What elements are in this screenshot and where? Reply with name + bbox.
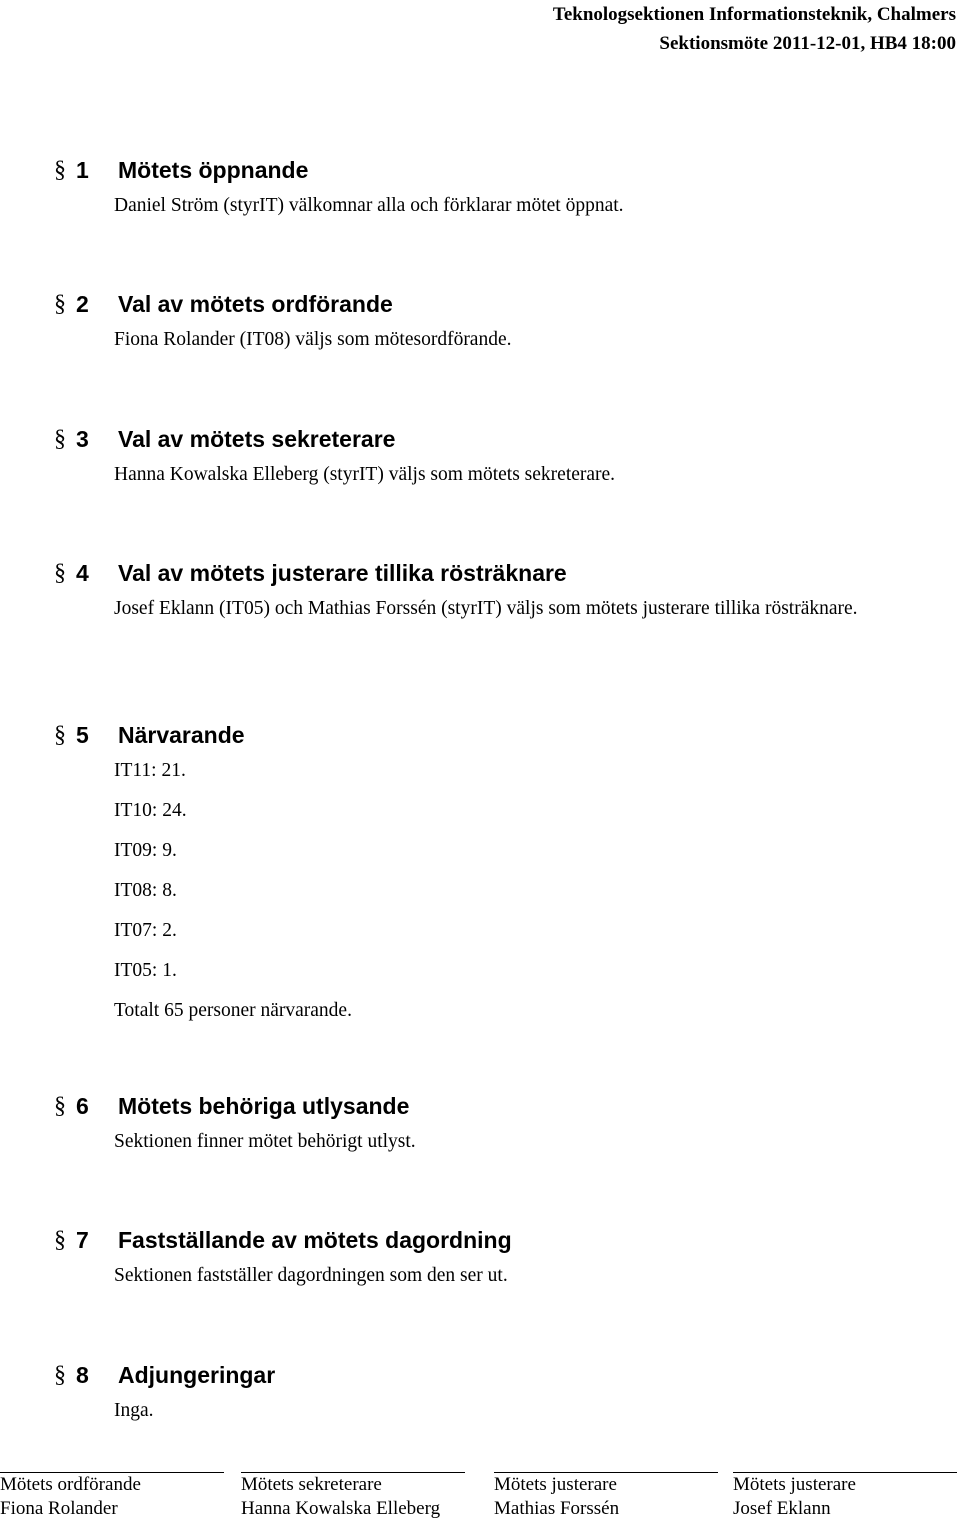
- section-symbol: §: [54, 1093, 66, 1119]
- signature-footer: [0, 1472, 960, 1528]
- signature-name: Hanna Kowalska Elleberg: [241, 1498, 441, 1519]
- header-organization: Teknologsektionen Informationsteknik, Chalmers: [552, 4, 956, 25]
- section-title: Fastställande av mötets dagordning: [118, 1227, 512, 1253]
- section-8: [0, 1359, 960, 1425]
- section-1: [0, 154, 960, 220]
- header-meeting-info: Sektionsmöte 2011-12-01, HB4 18:00: [659, 33, 956, 54]
- signature-name: Fiona Rolander: [0, 1498, 118, 1519]
- signature-chair: [0, 1472, 224, 1521]
- section-title: Närvarande: [118, 722, 245, 748]
- document-header: [553, 0, 956, 58]
- section-body: Daniel Ström (styrIT) välkomnar alla och förklarar mötet öppnat.: [114, 195, 624, 216]
- signature-role: Mötets justerare: [733, 1474, 856, 1495]
- signature-role: Mötets sekreterare: [241, 1474, 382, 1495]
- section-title: Mötets behöriga utlysande: [118, 1093, 410, 1119]
- attendance-line: IT08: 8.: [114, 880, 177, 901]
- section-title: Mötets öppnande: [118, 157, 309, 183]
- section-number: 2: [76, 291, 89, 317]
- section-4: [0, 557, 960, 623]
- section-3: [0, 423, 960, 489]
- section-symbol: §: [54, 1362, 66, 1388]
- section-body: Inga.: [114, 1400, 154, 1421]
- attendance-line: IT05: 1.: [114, 960, 177, 981]
- section-body: Josef Eklann (IT05) och Mathias Forssén (styrIT) väljs som mötets justerare tillika rösträknare.: [114, 598, 858, 619]
- section-number: 6: [76, 1093, 89, 1119]
- section-body: Hanna Kowalska Elleberg (styrIT) väljs som mötets sekreterare.: [114, 464, 616, 485]
- section-symbol: §: [54, 560, 66, 586]
- section-number: 5: [76, 722, 89, 748]
- section-7: [0, 1224, 960, 1290]
- section-symbol: §: [54, 157, 66, 183]
- section-body: Sektionen finner mötet behörigt utlyst.: [114, 1131, 416, 1152]
- signature-role: Mötets justerare: [494, 1474, 617, 1495]
- section-5: [0, 719, 960, 1031]
- attendance-line: IT10: 24.: [114, 800, 187, 821]
- attendance-line: IT11: 21.: [114, 760, 186, 781]
- section-title: Val av mötets sekreterare: [118, 426, 396, 452]
- section-symbol: §: [54, 426, 66, 452]
- section-title: Val av mötets ordförande: [118, 291, 393, 317]
- section-title: Val av mötets justerare tillika rösträknare: [118, 560, 567, 586]
- signature-role: Mötets ordförande: [0, 1474, 141, 1495]
- signature-secretary: [241, 1472, 465, 1521]
- section-2: [0, 288, 960, 354]
- section-number: 1: [76, 157, 89, 183]
- signature-name: Mathias Forssén: [494, 1498, 620, 1519]
- section-symbol: §: [54, 1227, 66, 1253]
- signature-adjuster-1: [494, 1472, 718, 1521]
- attendance-line: IT07: 2.: [114, 920, 177, 941]
- section-number: 4: [76, 560, 89, 586]
- section-number: 7: [76, 1227, 89, 1253]
- section-body: Fiona Rolander (IT08) väljs som mötesordförande.: [114, 329, 512, 350]
- section-symbol: §: [54, 722, 66, 748]
- attendance-line: IT09: 9.: [114, 840, 177, 861]
- attendance-total: Totalt 65 personer närvarande.: [114, 1000, 352, 1021]
- section-symbol: §: [54, 291, 66, 317]
- section-6: [0, 1090, 960, 1156]
- signature-name: Josef Eklann: [733, 1498, 831, 1519]
- attendance-list: [0, 751, 960, 1031]
- section-number: 3: [76, 426, 89, 452]
- section-number: 8: [76, 1362, 89, 1388]
- section-title: Adjungeringar: [118, 1362, 276, 1388]
- signature-adjuster-2: [733, 1472, 957, 1521]
- section-body: Sektionen fastställer dagordningen som den ser ut.: [114, 1265, 508, 1286]
